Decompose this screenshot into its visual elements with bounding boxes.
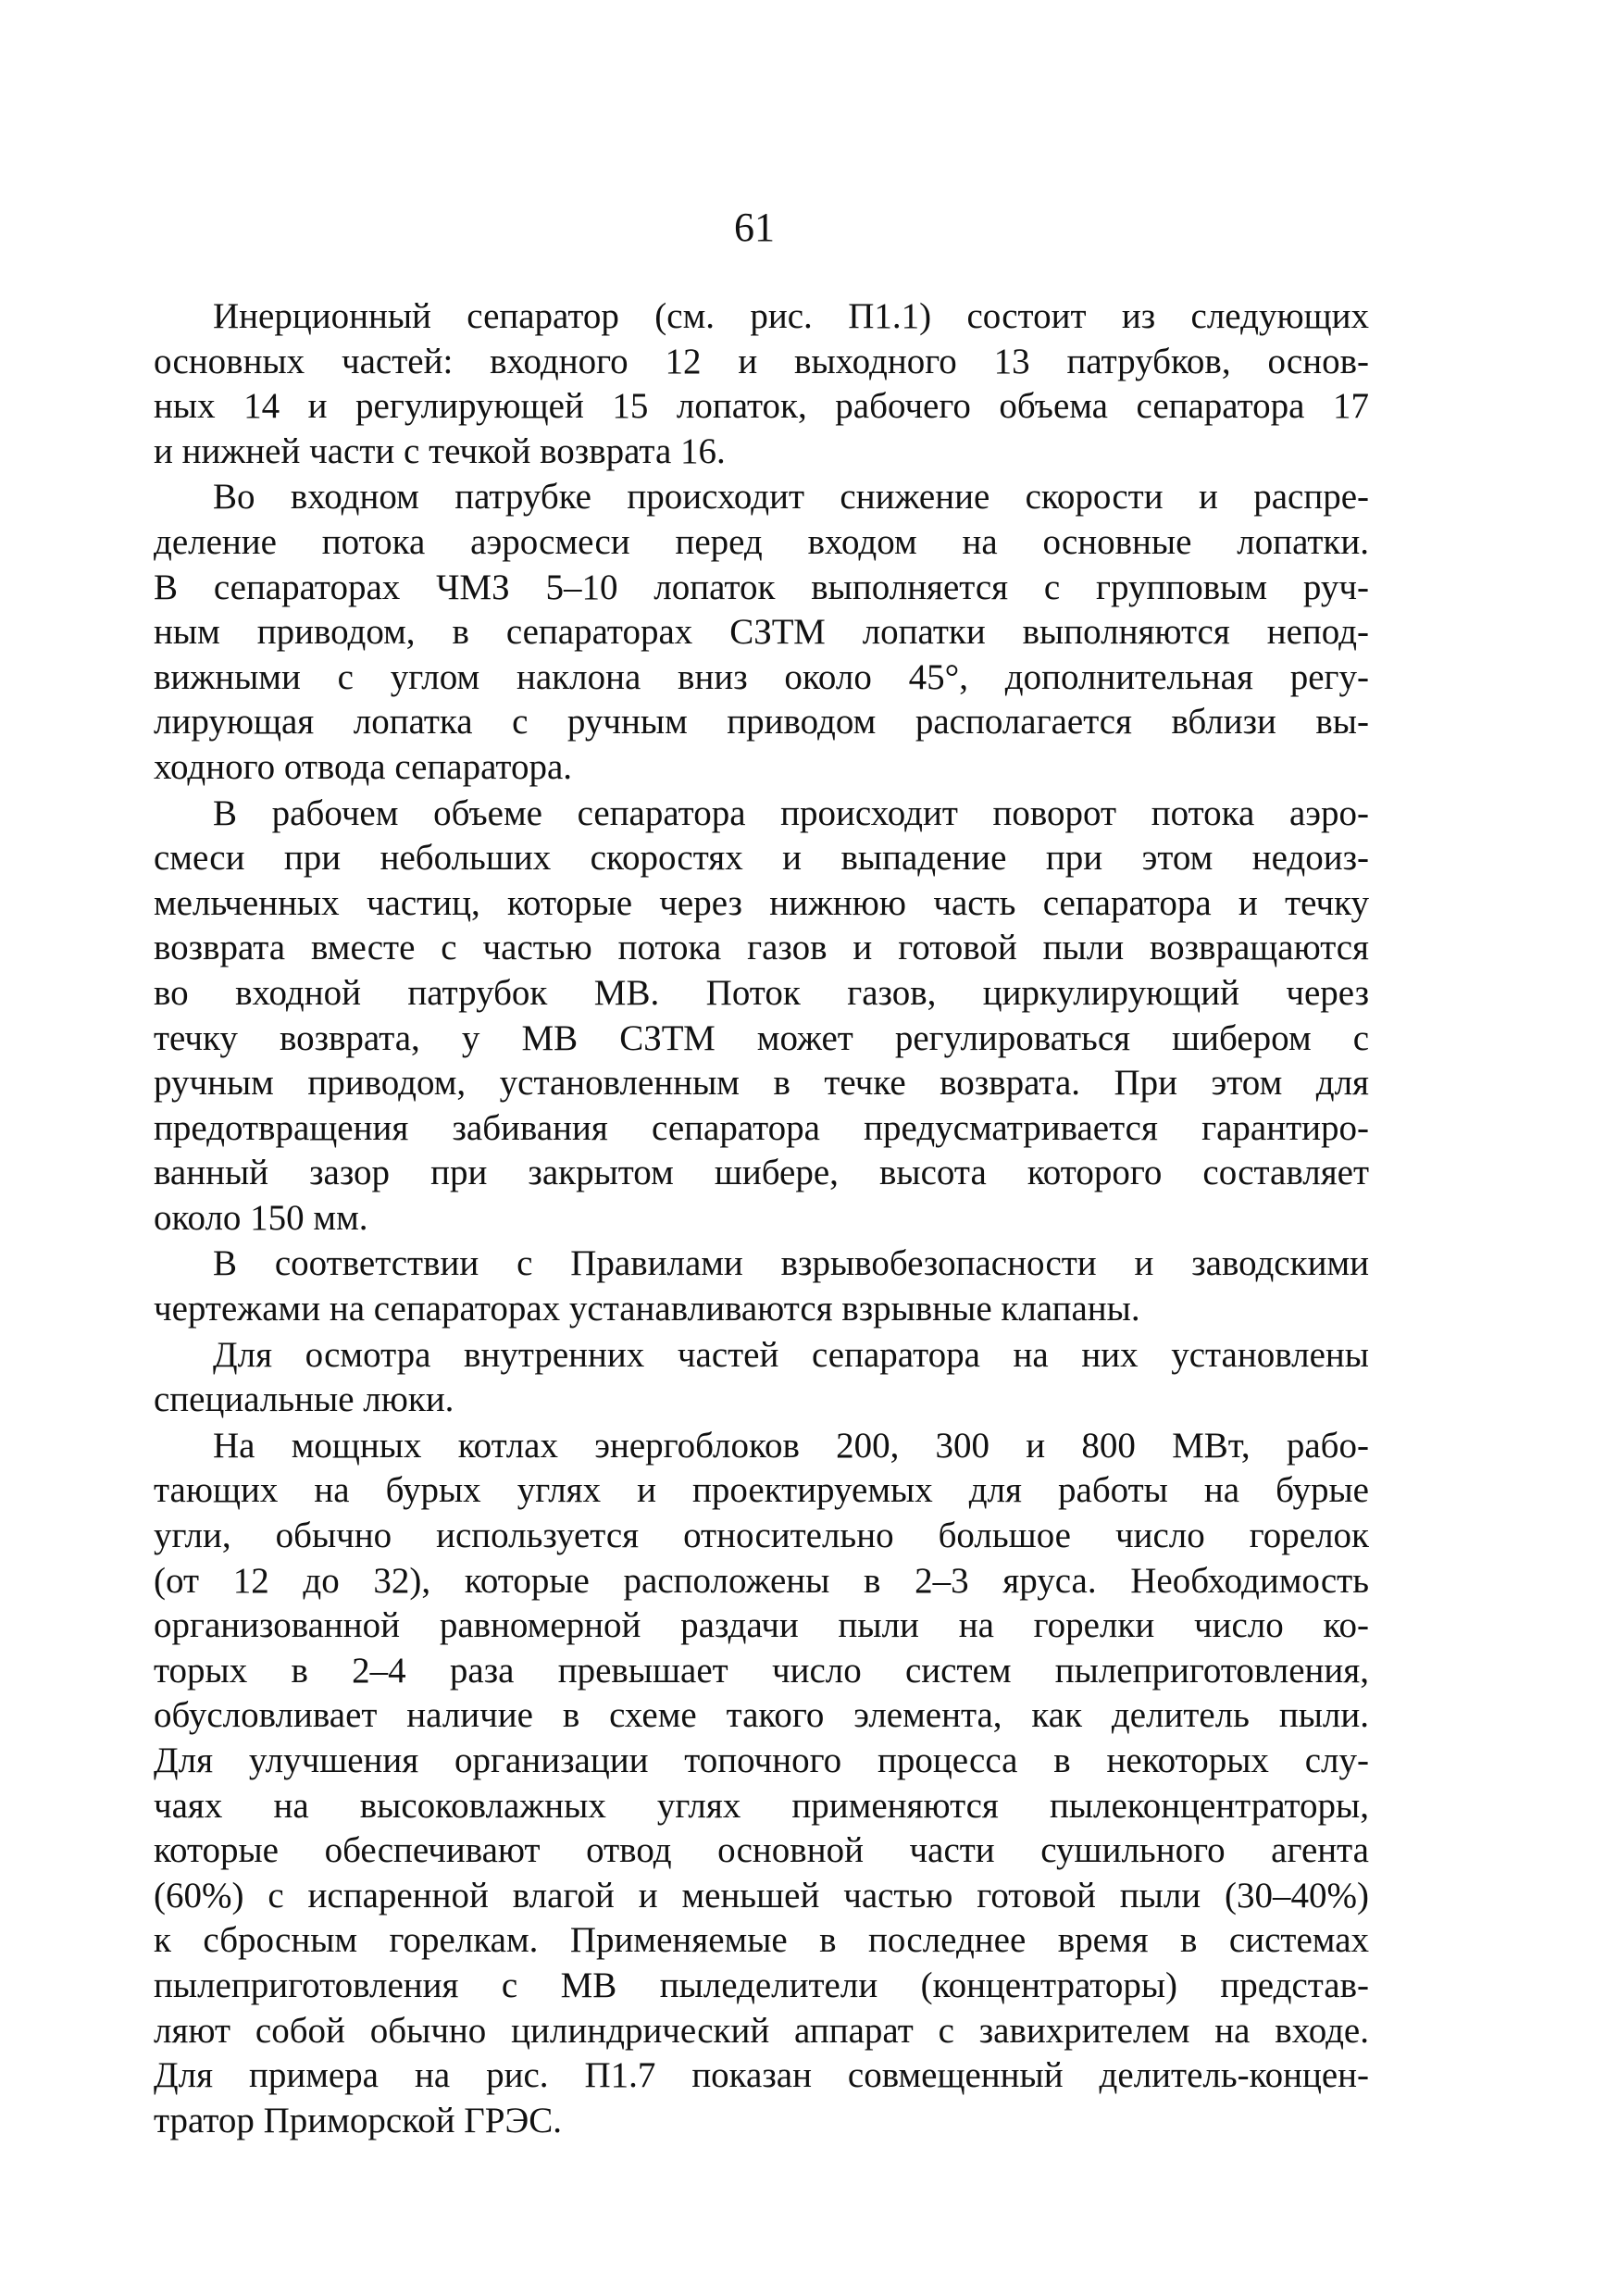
text-line: деление потока аэросмеси перед входом на основные лопатки. [154, 521, 1369, 562]
text-line: мельченных частиц, которые через нижнюю часть сепаратора и течку [154, 882, 1369, 923]
text-line: и нижней части с течкой возврата 16. [154, 430, 726, 471]
text-line: ным приводом, в сепараторах СЗТМ лопатки выполняются непод- [154, 612, 1369, 653]
paragraph [154, 475, 1369, 790]
text-line: предотвращения забивания сепаратора предусматривается гарантиро- [154, 1107, 1369, 1148]
text-line: (60%) с испаренной влагой и меньшей частью готовой пыли (30–40%) [154, 1875, 1369, 1915]
paragraph [154, 294, 1369, 474]
paragraph [154, 1242, 1369, 1331]
text-line: около 150 мм. [154, 1197, 368, 1238]
text-line: пылеприготовления с МВ пыледелители (концентраторы) представ- [154, 1965, 1369, 2005]
text-line: тающих на бурых углях и проектируемых для работы на бурые [154, 1470, 1369, 1511]
text-line: во входной патрубок МВ. Поток газов, циркулирующий через [154, 972, 1369, 1013]
text-line: угли, обычно используется относительно большое число горелок [154, 1516, 1369, 1556]
body-text [154, 294, 1369, 2143]
text-line: (от 12 до 32), которые расположены в 2–3 яруса. Необходимость [154, 1560, 1369, 1601]
text-line: обусловливает наличие в схеме такого элемента, как делитель пыли. [154, 1695, 1369, 1736]
text-line: ходного отвода сепаратора. [154, 746, 573, 787]
page-number: 61 [734, 205, 775, 250]
text-line: ляют собой обычно цилиндрический аппарат с завихрителем на входе. [154, 2010, 1369, 2051]
text-line: ванный зазор при закрытом шибере, высота которого составляет [154, 1153, 1369, 1193]
text-line: торых в 2–4 раза превышает число систем пылеприготовления, [154, 1650, 1369, 1691]
text-line: которые обеспечивают отвод основной части сушильного агента [154, 1830, 1369, 1871]
text-line: На мощных котлах энергоблоков 200, 300 и 800 МВт, рабо- [213, 1425, 1369, 1466]
text-line: В сепараторах ЧМЗ 5–10 лопаток выполняется с групповым руч- [154, 567, 1369, 607]
text-line: к сбросным горелкам. Применяемые в последнее время в системах [154, 1920, 1369, 1961]
text-line: Инерционный сепаратор (см. рис. П1.1) состоит из следующих [213, 296, 1369, 336]
text-line: Во входном патрубке происходит снижение скорости и распре- [213, 477, 1369, 518]
text-line: течку возврата, у МВ СЗТМ может регулироваться шибером с [154, 1017, 1369, 1058]
text-line: тратор Приморской ГРЭС. [154, 2100, 562, 2140]
text-line: чаях на высоковлажных углях применяются пылеконцентраторы, [154, 1785, 1369, 1826]
text-line: Для улучшения организации топочного процесса в некоторых слу- [154, 1741, 1369, 1780]
text-line: чертежами на сепараторах устанавливаются взрывные клапаны. [154, 1289, 1140, 1329]
text-line: организованной равномерной раздачи пыли на горелки число ко- [154, 1605, 1369, 1646]
paragraph [154, 1424, 1369, 2144]
text-line: В рабочем объеме сепаратора происходит поворот потока аэро- [213, 792, 1369, 833]
text-line: ных 14 и регулирующей 15 лопаток, рабочего объема сепаратора 17 [154, 386, 1369, 427]
text-line: специальные люки. [154, 1379, 454, 1420]
paragraph [154, 1333, 1369, 1423]
text-line: возврата вместе с частью потока газов и готовой пыли возвращаются [154, 928, 1369, 968]
text-line: ручным приводом, установленным в течке возврата. При этом для [154, 1063, 1369, 1104]
text-line: основных частей: входного 12 и выходного 13 патрубков, основ- [154, 341, 1369, 381]
text-line: лирующая лопатка с ручным приводом располагается вблизи вы- [154, 702, 1369, 742]
text-line: Для осмотра внутренних частей сепаратора на них установлены [213, 1334, 1369, 1375]
text-line: вижными с углом наклона вниз около 45°, дополнительная регу- [154, 656, 1369, 697]
text-line: смеси при небольших скоростях и выпадение при этом недоиз- [154, 838, 1369, 879]
paragraph [154, 792, 1369, 1242]
text-line: Для примера на рис. П1.7 показан совмещенный делитель-концен- [154, 2055, 1369, 2096]
text-line: В соответствии с Правилами взрывобезопасности и заводскими [213, 1243, 1369, 1284]
